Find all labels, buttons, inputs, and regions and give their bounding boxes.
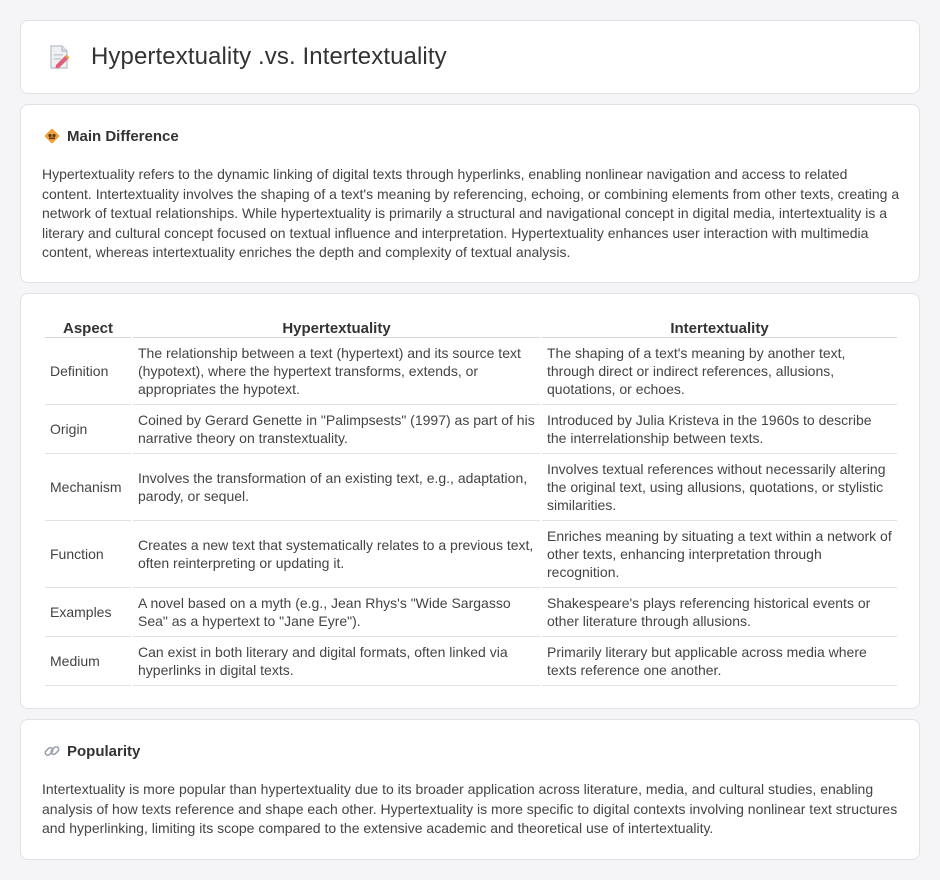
table-row — [45, 454, 897, 521]
title-card — [20, 20, 920, 94]
header-intertextuality: Intertextuality — [542, 316, 897, 338]
aspect-cell: Medium — [45, 637, 131, 686]
header-hypertextuality: Hypertextuality — [133, 316, 540, 338]
main-difference-text: Hypertextuality refers to the dynamic linking of digital texts through hyperlinks, enabling nonlinear navigation and access to related content. Intertextuality involves the shaping of a text's meaning by referencing, echoing, or combining elements from other texts, creating a network of textual relationships. While hypertextuality is primarily a structural and navigational concept in digital media, intertextuality is a literary and cultural concept focused on textual influence and interpretation. Hypertextuality enhances user interaction with multimedia content, whereas intertextuality enriches the depth and complexity of textual analysis. — [42, 166, 900, 260]
comparison-table-card — [20, 293, 920, 709]
hypertextuality-cell: The relationship between a text (hypertext) and its source text (hypotext), where the hypertext transforms, extends, or appropriates the hypotext. — [133, 338, 540, 405]
hypertextuality-cell: A novel based on a myth (e.g., Jean Rhys's "Wide Sargasso Sea" as a hypertext to "Jane Eyre"). — [133, 588, 540, 637]
aspect-cell: Definition — [45, 338, 131, 405]
intertextuality-cell: Primarily literary but applicable across media where texts reference one another. — [542, 637, 897, 686]
popularity-heading: Popularity — [67, 742, 141, 760]
intertextuality-cell: Enriches meaning by situating a text within a network of other texts, enhancing interpretation through recognition. — [542, 521, 897, 588]
header-aspect: Aspect — [45, 316, 131, 338]
intertextuality-cell: The shaping of a text's meaning by another text, through direct or indirect references, allusions, quotations, or echoes. — [542, 338, 897, 405]
popularity-text: Intertextuality is more popular than hypertextuality due to its broader application across literature, media, and cultural studies, enabling analysis of how texts reference and shape each other. Hypertextuality is more specific to digital contexts involving nonlinear text structures and hyperlinking, limiting its scope compared to the extensive academic and theoretical use of intertextuality. — [42, 781, 898, 836]
intertextuality-cell: Involves textual references without necessarily altering the original text, using allusions, quotations, or stylistic similarities. — [542, 454, 897, 521]
diamond-sign-icon — [43, 127, 61, 145]
main-difference-card — [20, 104, 920, 283]
table-row — [45, 637, 897, 686]
hypertextuality-cell: Involves the transformation of an existing text, e.g., adaptation, parody, or sequel. — [133, 454, 540, 521]
table-header-row — [45, 316, 897, 338]
popularity-header — [43, 742, 140, 760]
aspect-cell: Mechanism — [45, 454, 131, 521]
intertextuality-cell: Introduced by Julia Kristeva in the 1960s to describe the interrelationship between texts. — [542, 405, 897, 454]
table-row — [45, 338, 897, 405]
hypertextuality-cell: Creates a new text that systematically relates to a previous text, often reinterpreting or updating it. — [133, 521, 540, 588]
hypertextuality-cell: Coined by Gerard Genette in "Palimpsests" (1997) as part of his narrative theory on transtextuality. — [133, 405, 540, 454]
page-title: Hypertextuality .vs. Intertextuality — [91, 43, 447, 70]
popularity-card — [20, 719, 920, 860]
table-row — [45, 588, 897, 637]
aspect-cell: Origin — [45, 405, 131, 454]
link-chain-icon — [43, 742, 61, 760]
aspect-cell: Function — [45, 521, 131, 588]
comparison-table — [43, 316, 899, 686]
table-row — [45, 405, 897, 454]
aspect-cell: Examples — [45, 588, 131, 637]
hypertextuality-cell: Can exist in both literary and digital formats, often linked via hyperlinks in digital texts. — [133, 637, 540, 686]
table-row — [45, 521, 897, 588]
intertextuality-cell: Shakespeare's plays referencing historical events or other literature through allusions. — [542, 588, 897, 637]
document-pencil-icon — [45, 43, 73, 71]
title-row — [45, 43, 447, 71]
main-difference-heading: Main Difference — [67, 127, 179, 145]
main-difference-header — [43, 127, 179, 145]
